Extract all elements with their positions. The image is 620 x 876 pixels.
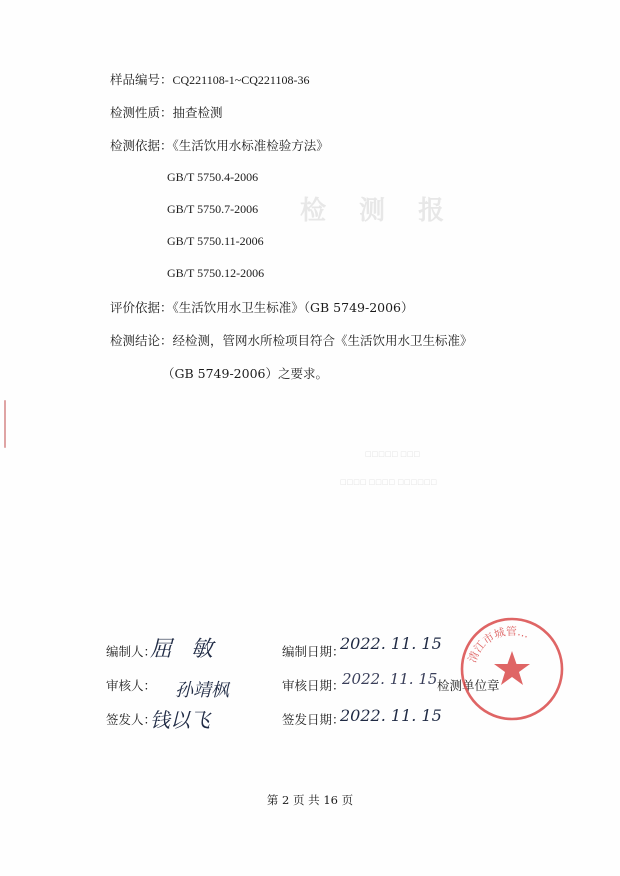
show-through-text: □□□□ □□□□ □□□□□□ (340, 478, 438, 486)
inspection-basis-value: 《生活饮用水标准检验方法》 (172, 138, 329, 153)
standard-item: GB/T 5750.7-2006 (167, 202, 259, 216)
seal-star-icon (494, 651, 530, 685)
svg-text:清江市城管… (465, 624, 531, 665)
issuer-signature: 钱以飞 (150, 708, 210, 732)
inspection-nature-row (110, 103, 223, 121)
unit-stamp-label: 检测单位章 (437, 678, 500, 693)
compiler-label: 编制人： (106, 644, 157, 659)
sample-number-value: CQ221108-1~CQ221108-36 (172, 73, 310, 87)
conclusion-text: 经检测，管网水所检项目符合《生活饮用水卫生标准》 (172, 333, 473, 348)
show-through-text: □□□□□ □□□ (365, 450, 421, 458)
standard-item: GB/T 5750.4-2006 (167, 170, 259, 184)
conclusion-text-continued: （GB 5749-2006）之要求。 (162, 366, 328, 381)
official-seal (458, 615, 566, 723)
issue-date-handwritten: 2022. 11. 15 (340, 706, 442, 725)
sample-number-row (110, 70, 309, 88)
issue-date-label: 签发日期： (282, 712, 345, 727)
reviewer-label: 审核人： (106, 678, 157, 693)
standard-item: GB/T 5750.11-2006 (167, 234, 264, 248)
compiler-signature: 屈 敏 (150, 637, 219, 662)
compile-date-label: 编制日期： (282, 644, 345, 659)
standard-item: GB/T 5750.12-2006 (167, 266, 265, 280)
show-through-watermark: 检 测 报 (300, 196, 457, 226)
edge-ink-mark (4, 400, 6, 448)
conclusion-label: 检测结论： (110, 333, 173, 348)
inspection-nature-value: 抽查检测 (172, 105, 223, 120)
sample-number-label: 样品编号： (110, 72, 173, 87)
review-date-label: 审核日期： (282, 678, 345, 693)
inspection-nature-label: 检测性质： (110, 105, 173, 120)
issuer-label: 签发人： (106, 712, 157, 727)
reviewer-signature: 孙靖枫 (175, 680, 229, 701)
compile-date-handwritten: 2022. 11. 15 (340, 634, 442, 653)
conclusion-row (110, 331, 473, 349)
evaluation-basis-row (110, 298, 414, 316)
inspection-basis-label: 检测依据： (110, 138, 173, 153)
page-number: 第 2 页 共 16 页 (266, 793, 354, 807)
review-date-handwritten: 2022. 11. 15 (342, 670, 438, 688)
evaluation-basis-label: 评价依据： (110, 300, 173, 315)
seal-text: 清江市城管… (465, 624, 531, 665)
evaluation-basis-value: 《生活饮用水卫生标准》（GB 5749-2006） (172, 300, 414, 315)
inspection-basis-row (110, 136, 329, 154)
